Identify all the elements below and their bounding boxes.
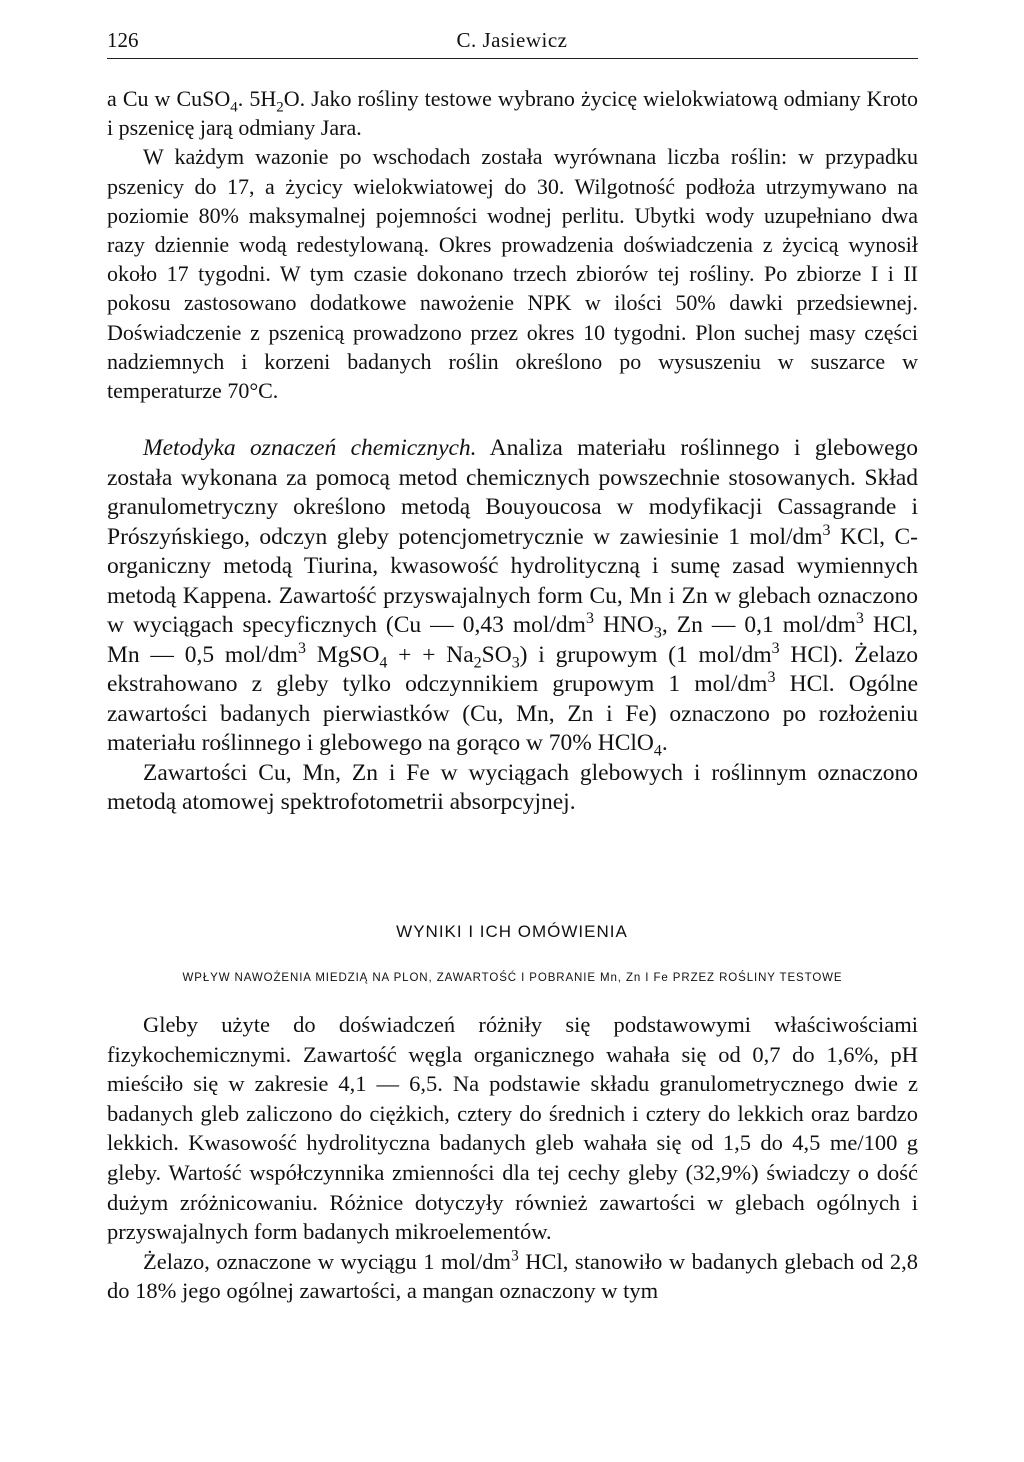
paragraph: Gleby użyte do doświadczeń różniły się podstawowymi właściwościami fizykochemicznymi. Zawartość węgla organicznego wahała się od 0,7 do 1,6%, pH mieściło się w zakresie 4,1 — 6,5. Na podstawie składu granulometrycznego dwie z badanych gleb zaliczono do ciężkich, cztery do średnich i cztery do lekkich oraz bardzo lekkich. Kwasowość hydrolityczna badanych gleb wahała się od 1,5 do 4,5 me/100 g gleby. Wartość współczynnika zmienności dla tej cechy gleby (32,9%) świadczy o dość dużym zróżnicowaniu. Różnice dotyczyły również zawartości w glebach ogólnych i przyswajalnych form badanych mikroelementów.: [107, 1012, 918, 1245]
subsection-heading: WPŁYW NAWOŻENIA MIEDZIĄ NA PLON, ZAWARTOŚĆ I POBRANIE Mn, Zn I Fe PRZEZ ROŚLINY TESTOWE: [182, 972, 843, 984]
paragraph: a Cu w CuSO$_4$. $5H_2O$. Jako rośliny testowe wybrano życicę wielokwiatową odmiany Kroto i pszenicę jarą odmiany Jara.: [107, 86, 919, 141]
text-block-results: [107, 1010, 918, 1306]
section-heading: WYNIKI I ICH OMÓWIENIA: [396, 922, 628, 941]
paragraph: Zawartości Cu, Mn, Zn i Fe w wyciągach glebowych i roślinnym oznaczono metodą atomowej spektrofotometrii absorpcyjnej.: [107, 759, 918, 815]
page-number: 126: [107, 28, 139, 52]
text-block-chemistry: [107, 434, 918, 818]
paragraph: W każdym wazonie po wschodach została wyrównana liczba roślin: w przypadku pszenicy do 17, a życicy wielokwiatowej do 30. Wilgotność podłoża utrzymywano na poziomie 80% maksymalnej pojemności wodnej perlitu. Ubytki wody uzupełniano dwa razy dziennie wodą redestylowaną. Okres prowadzenia doświadczenia z życicą wynosił około 17 tygodni. W tym czasie dokonano trzech zbiorów tej rośliny. Po zbiorze I i II pokosu zastosowano dodatkowe nawożenie NPK w ilości 50% dawki przedsiewnej. Doświadczenie z pszenicą prowadzono przez okres 10 tygodni. Plon suchej masy części nadziemnych i korzeni badanych roślin określono po wysuszeniu w suszarce w temperaturze 70°C.: [107, 144, 918, 404]
header-rule: [107, 58, 918, 59]
running-head: C. Jasiewicz: [456, 28, 568, 52]
italic-run-in-heading: Metodyka oznaczeń chemicznych.: [143, 435, 477, 461]
paragraph: Żelazo, oznaczone w wyciągu 1 mol/$dm^3$ HCl, stanowiło w badanych glebach od 2,8 do 18% jego ogólnej zawartości, a mangan oznaczony w tym: [107, 1247, 918, 1304]
paragraph: Metodyka oznaczeń chemicznych. Analiza materiału roślinnego i glebowego została wykonana za pomocą metod chemicznych powszechnie stosowanych. Skład granulometryczny określono metodą Bouyoucosa w modyfikacji Cassagrande i Prószyńskiego, odczyn gleby potencjometrycznie w zawiesinie 1 mol/$dm^3$ KCl, C-organiczny metodą Tiurina, kwasowość hydrolityczną i sumę zasad wymiennych metodą Kappena. Zawartość przyswajalnych form Cu, Mn i Zn w glebach oznaczono w wyciągach specyficznych (Cu — 0,43 mol/$dm^3$ $HNO_3$, Zn — 0,1 mol/$dm^3$ HCl, Mn — 0,5 mol/$dm^3$ MgSO$_4$ + + $Na_2SO_3$) i grupowym (1 mol/$dm^3$ HCl). Żelazo ekstrahowano z gleby tylko odczynnikiem grupowym 1 mol/$dm^3$ HCl. Ogólne zawartości badanych pierwiastków (Cu, Mn, Zn i Fe) oznaczono po rozłożeniu materiału roślinnego i glebowego na gorąco w 70% HClO$_4$.: [107, 435, 919, 760]
text-block-methods: [107, 84, 918, 405]
